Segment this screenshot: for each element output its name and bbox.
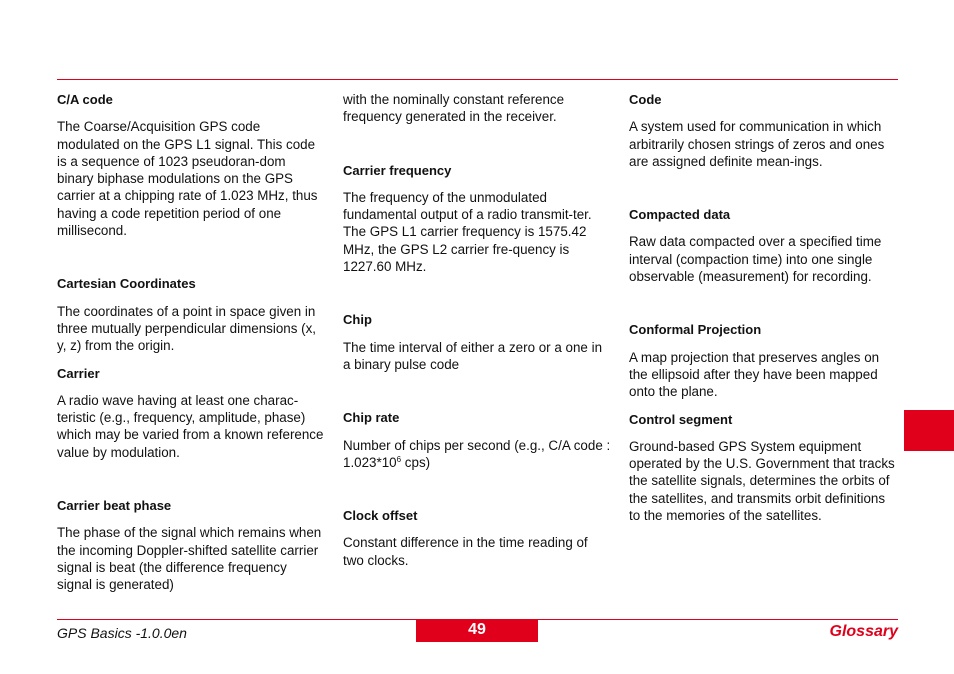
definition-control-segment: Ground-based GPS System equipment operated by the U.S. Government that tracks the satellite signals, determines the orbits of the satellites, and transmits orbit definitions to the memories of the satellites. xyxy=(629,438,895,524)
term-compacted-data: Compacted data xyxy=(629,207,731,223)
term-chip: Chip xyxy=(343,312,372,328)
definition-compacted-data: Raw data compacted over a specified time interval (compaction time) into one single observable (measurement) for recording. xyxy=(629,234,882,285)
definition-conformal-projection: A map projection that preserves angles on the ellipsoid after they have been mapped onto the plane. xyxy=(629,349,880,400)
definition-chip: The time interval of either a zero or a one in a binary pulse code xyxy=(343,339,603,372)
term-control-segment: Control segment xyxy=(629,411,733,427)
page-number: 49 xyxy=(416,620,538,642)
definition-carrier-frequency: The frequency of the unmodulated fundamental output of a radio transmit-ter. The GPS L1 carrier frequency is 1575.42 MHz, the GPS L2 carrier fre-quency is 1227.60 MHz. xyxy=(343,189,592,275)
term-cartesian-coordinates: Cartesian Coordinates xyxy=(57,276,196,292)
document-title: GPS Basics -1.0.0en xyxy=(57,625,187,641)
chip-rate-text: Number of chips per second (e.g., C/A code : 1.023*10 xyxy=(343,437,611,470)
definition-carrier-beat-phase: The phase of the signal which remains when the incoming Doppler-shifted satellite carrier signal is beat (the difference frequency signal is generated) xyxy=(57,525,322,593)
term-conformal-projection: Conformal Projection xyxy=(629,322,762,338)
definition-clock-offset: Constant difference in the time reading of two clocks. xyxy=(343,535,588,568)
definition-cartesian-coordinates: The coordinates of a point in space given in three mutually perpendicular dimensions (x, y, z) from the origin. xyxy=(57,303,317,354)
definition-carrier: A radio wave having at least one charac-teristic (e.g., frequency, amplitude, phase) which may be varied from a known reference value by modulation. xyxy=(57,392,324,460)
definition-code: A system used for communication in which arbitrarily chosen strings of zeros and ones are assigned definite mean-ings. xyxy=(629,119,885,169)
glossary-column-3 xyxy=(629,91,897,524)
definition-ca-code: The Coarse/Acquisition GPS code modulated on the GPS L1 signal. This code is a sequence of 1023 pseudoran-dom binary biphase modulations on the GPS carrier at a chipping rate of 1.023 MHz, thus having a code repetition period of one millisecond. xyxy=(57,119,318,239)
continued-definition: with the nominally constant reference frequency generated in the receiver. xyxy=(343,92,565,125)
term-clock-offset: Clock offset xyxy=(343,508,418,524)
glossary-column-1 xyxy=(57,91,325,594)
term-carrier: Carrier xyxy=(57,365,100,381)
header-rule xyxy=(57,79,898,80)
chip-rate-unit: cps) xyxy=(401,454,431,470)
term-chip-rate: Chip rate xyxy=(343,410,400,426)
term-carrier-frequency: Carrier frequency xyxy=(343,162,452,178)
section-title: Glossary xyxy=(829,623,898,640)
chip-rate-exponent: 6 xyxy=(396,454,402,464)
glossary-column-2 xyxy=(343,91,611,569)
definition-chip-rate xyxy=(343,437,611,472)
term-carrier-beat-phase: Carrier beat phase xyxy=(57,498,172,514)
chapter-tab-marker xyxy=(904,410,954,451)
term-code: Code xyxy=(629,92,662,107)
term-ca-code: C/A code xyxy=(57,92,113,107)
